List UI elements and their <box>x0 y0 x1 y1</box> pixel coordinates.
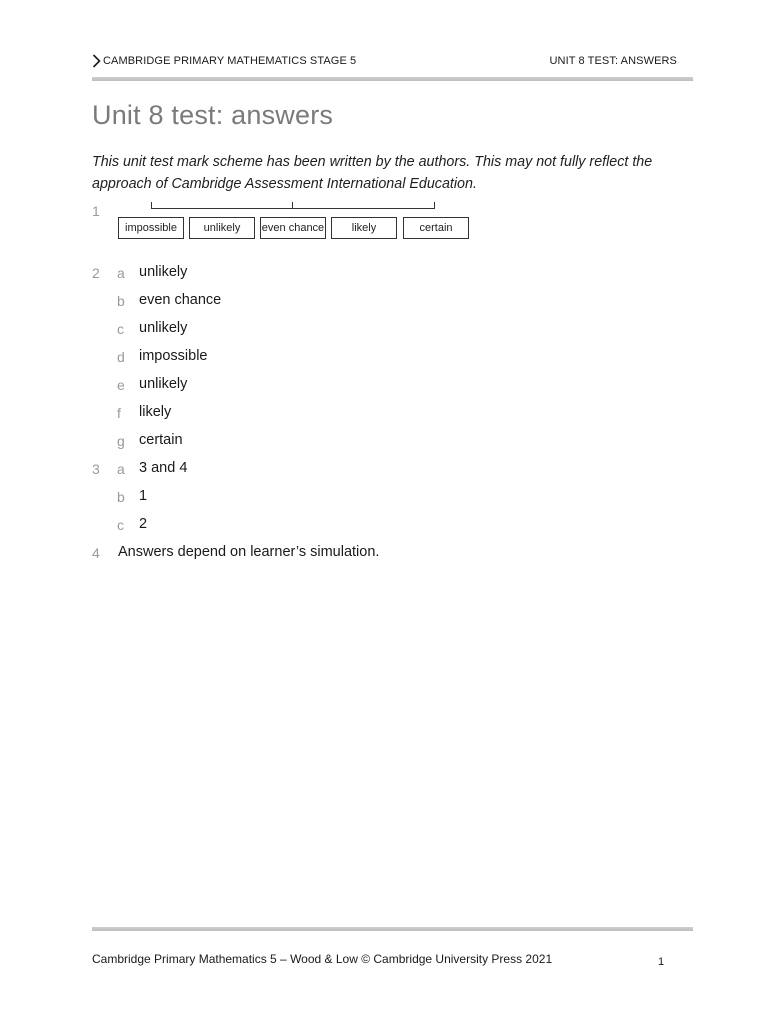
part-letter: f <box>117 405 121 421</box>
scale-tick-middle <box>292 202 293 209</box>
part-answer: certain <box>139 432 183 448</box>
scale-label-certain: certain <box>403 217 469 239</box>
page-header <box>92 50 693 72</box>
question-number-3: 3 <box>92 461 100 477</box>
question-number-2: 2 <box>92 265 100 281</box>
part-answer: even chance <box>139 292 222 308</box>
part-letter: c <box>117 321 124 337</box>
scale-tick-start <box>151 202 152 209</box>
part-letter: a <box>117 265 125 281</box>
part-answer: impossible <box>139 348 208 364</box>
part-answer: 2 <box>139 516 148 532</box>
part-answer: unlikely <box>139 264 188 280</box>
part-letter: g <box>117 433 125 449</box>
question-4-answer: Answers depend on learner’s simulation. <box>118 544 380 560</box>
part-answer: unlikely <box>139 376 188 392</box>
scale-tick-end <box>434 202 435 209</box>
part-letter: d <box>117 349 125 365</box>
chevron-right-icon <box>92 54 101 68</box>
header-divider <box>92 77 693 81</box>
part-answer: likely <box>139 404 172 420</box>
footer-divider <box>92 927 693 931</box>
part-letter: b <box>117 489 125 505</box>
header-left <box>92 54 356 68</box>
scale-label-even-chance: even chance <box>260 217 326 239</box>
part-answer: unlikely <box>139 320 188 336</box>
part-answer: 3 and 4 <box>139 460 188 476</box>
scale-label-unlikely: unlikely <box>189 217 255 239</box>
scale-label-impossible: impossible <box>118 217 184 239</box>
question-number-1: 1 <box>92 203 100 219</box>
header-course-title: CAMBRIDGE PRIMARY MATHEMATICS STAGE 5 <box>103 55 357 67</box>
part-letter: b <box>117 293 125 309</box>
part-letter: c <box>117 517 124 533</box>
footer-copyright: Cambridge Primary Mathematics 5 – Wood & Low © Cambridge University Press 2021 <box>92 952 553 966</box>
header-unit-label: UNIT 8 TEST: ANSWERS <box>549 55 677 67</box>
intro-note: This unit test mark scheme has been written by the authors. This may not fully reflect the approach of Cambridge Assessment International Education. <box>92 154 653 192</box>
scale-line <box>151 208 435 209</box>
part-answer: 1 <box>139 488 148 504</box>
page-title: Unit 8 test: answers <box>92 100 334 130</box>
part-letter: a <box>117 461 125 477</box>
page-number: 1 <box>658 956 665 968</box>
probability-scale <box>117 199 469 243</box>
question-number-4: 4 <box>92 545 100 561</box>
part-letter: e <box>117 377 125 393</box>
scale-label-likely: likely <box>331 217 397 239</box>
